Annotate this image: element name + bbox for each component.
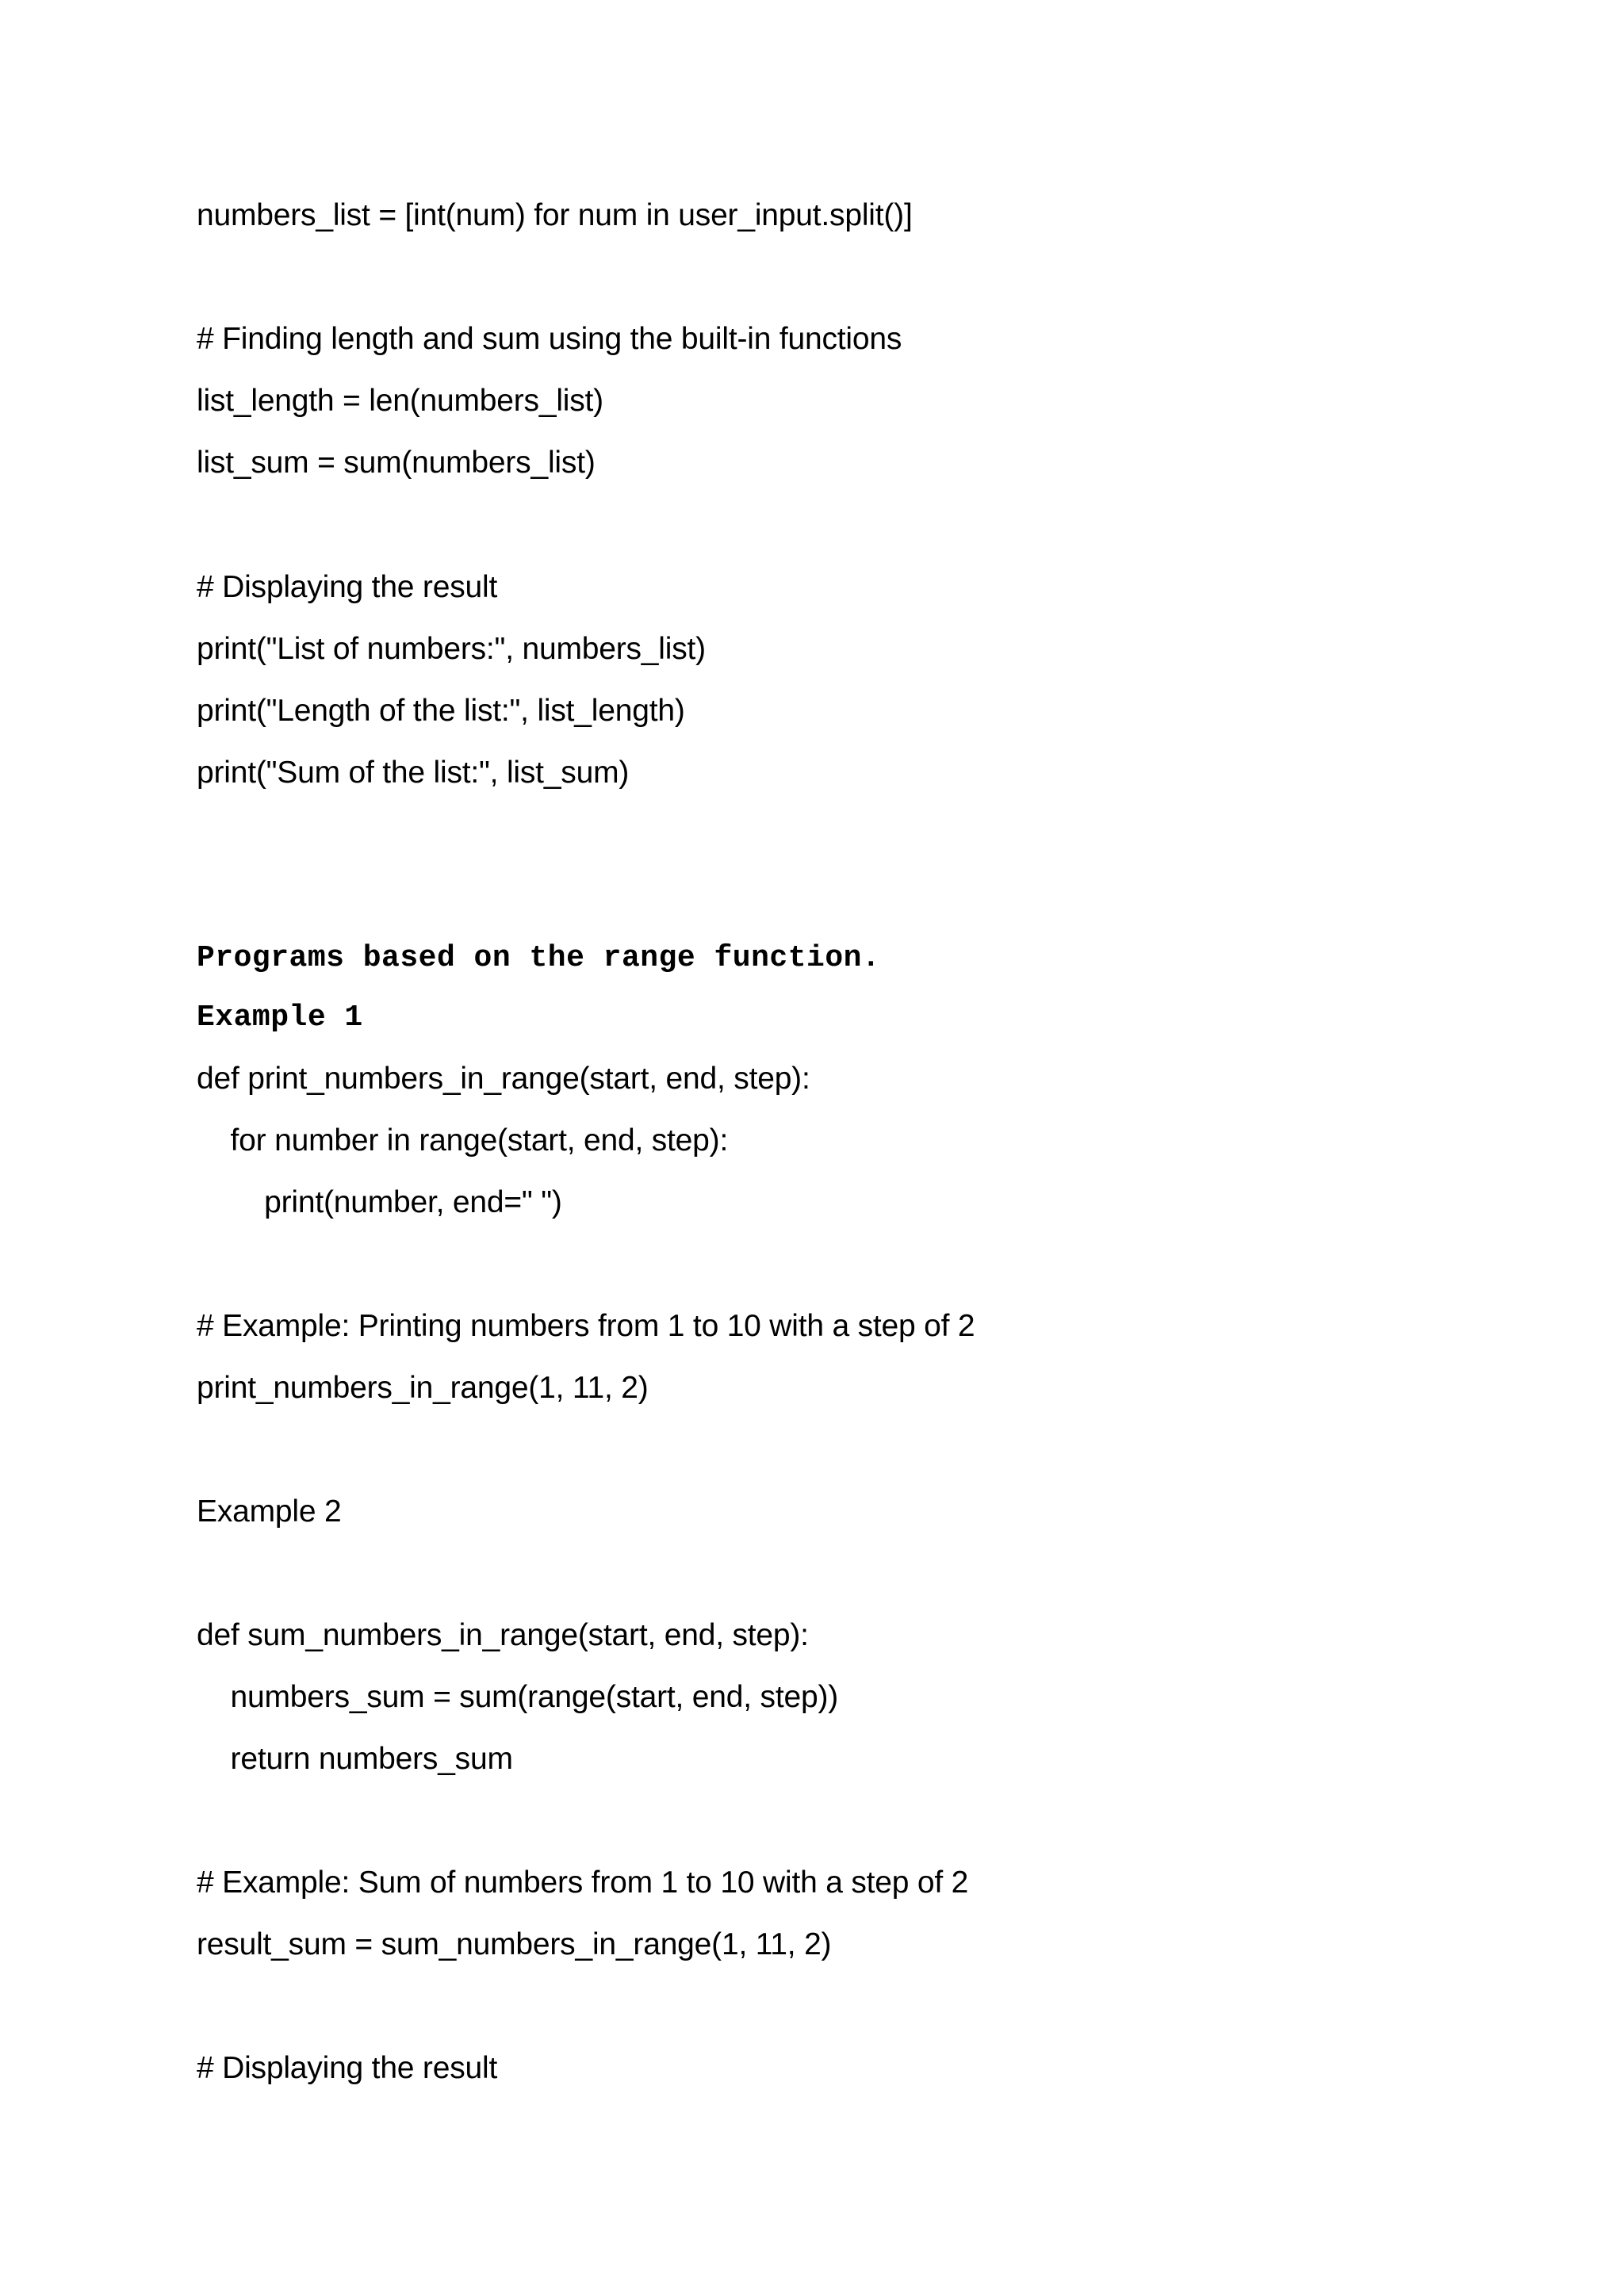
code-line: print(number, end=" ") bbox=[197, 1185, 562, 1219]
code-line: for number in range(start, end, step): bbox=[197, 1123, 729, 1158]
section-heading: Programs based on the range function. bbox=[197, 941, 881, 975]
code-line: def print_numbers_in_range(start, end, step): bbox=[197, 1062, 810, 1096]
code-comment: # Finding length and sum using the built-in functions bbox=[197, 322, 902, 356]
code-line: def sum_numbers_in_range(start, end, step): bbox=[197, 1618, 809, 1652]
code-line: numbers_list = [int(num) for num in user_input.split()] bbox=[197, 198, 913, 232]
code-line: list_length = len(numbers_list) bbox=[197, 384, 603, 418]
code-line: print("Length of the list:", list_length) bbox=[197, 694, 685, 728]
code-comment: # Example: Sum of numbers from 1 to 10 with a step of 2 bbox=[197, 1866, 969, 1900]
code-line: print_numbers_in_range(1, 11, 2) bbox=[197, 1371, 649, 1405]
code-line: numbers_sum = sum(range(start, end, step)) bbox=[197, 1680, 839, 1714]
example-2-heading: Example 2 bbox=[197, 1494, 342, 1529]
code-line: list_sum = sum(numbers_list) bbox=[197, 446, 596, 480]
code-comment: # Displaying the result bbox=[197, 570, 498, 604]
code-line: return numbers_sum bbox=[197, 1742, 513, 1776]
code-comment: # Example: Printing numbers from 1 to 10 with a step of 2 bbox=[197, 1309, 975, 1343]
code-line: print("Sum of the list:", list_sum) bbox=[197, 756, 630, 790]
example-1-heading: Example 1 bbox=[197, 1001, 363, 1035]
code-line: result_sum = sum_numbers_in_range(1, 11, 2) bbox=[197, 1927, 832, 1961]
code-line: print("List of numbers:", numbers_list) bbox=[197, 632, 706, 666]
code-comment: # Displaying the result bbox=[197, 2051, 498, 2085]
